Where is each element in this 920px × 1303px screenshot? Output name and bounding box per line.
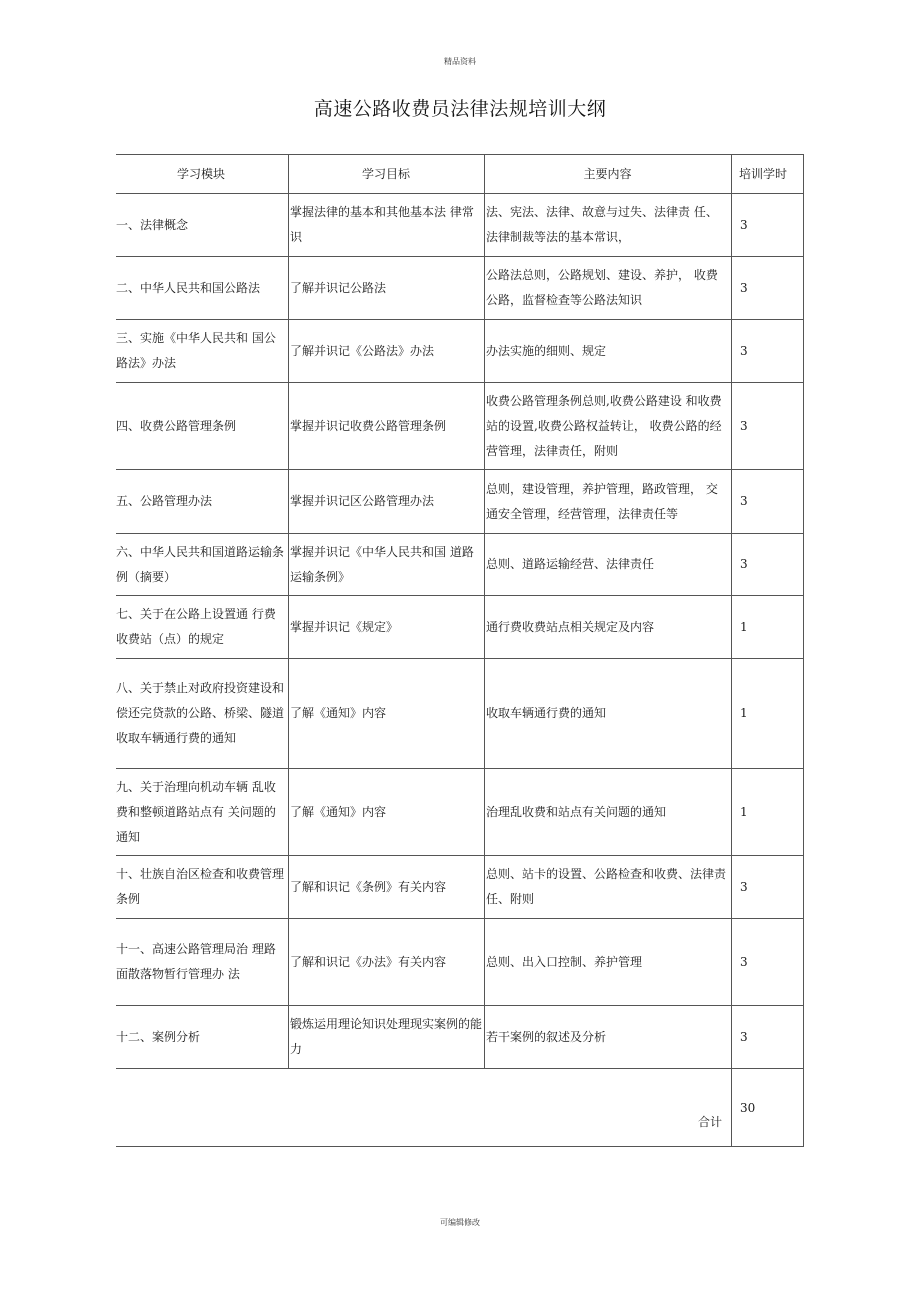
goal-cell: 了解《通知》内容 bbox=[288, 769, 484, 855]
module-cell: 十二、案例分析 bbox=[116, 1029, 201, 1044]
module-cell: 六、中华人民共和国道路运输条例（摘要） bbox=[116, 544, 285, 584]
module-cell: 二、中华人民共和国公路法 bbox=[116, 280, 261, 295]
goal-cell: 了解和识记《条例》有关内容 bbox=[288, 856, 484, 918]
header-note: 精品资料 bbox=[444, 57, 476, 66]
goal-cell: 掌握法律的基本和其他基本法 律常识 bbox=[288, 194, 484, 256]
table-row bbox=[116, 382, 804, 469]
module-cell: 十一、高速公路管理局治 理路面散落物暂行管理办 法 bbox=[116, 942, 276, 981]
module-cell: 八、关于禁止对政府投资建设和偿还完贷款的公路、桥梁、隧道收取车辆通行费的通知 bbox=[116, 681, 285, 745]
table-total-row bbox=[116, 1068, 804, 1147]
content-cell: 总则、出入口控制、养护管理 bbox=[484, 919, 731, 1005]
table-row bbox=[116, 1005, 804, 1068]
table-row bbox=[116, 193, 804, 256]
hours-cell: 1 bbox=[731, 596, 804, 658]
goal-cell: 掌握并识记《规定》 bbox=[288, 596, 484, 658]
module-cell: 一、法律概念 bbox=[116, 217, 189, 232]
content-cell: 公路法总则，公路规划、建设、养护， 收费公路，监督检查等公路法知识 bbox=[484, 257, 731, 319]
content-cell: 治理乱收费和站点有关问题的通知 bbox=[484, 769, 731, 855]
table-row bbox=[116, 469, 804, 533]
content-cell: 通行费收费站点相关规定及内容 bbox=[484, 596, 731, 658]
hours-cell: 3 bbox=[731, 919, 804, 1005]
table-row bbox=[116, 533, 804, 595]
module-cell: 九、关于治理向机动车辆 乱收费和整顿道路站点有 关问题的通知 bbox=[116, 779, 276, 844]
hours-cell: 3 bbox=[731, 257, 804, 319]
header-content: 主要内容 bbox=[484, 155, 731, 193]
goal-cell: 了解《通知》内容 bbox=[288, 659, 484, 768]
hours-cell: 3 bbox=[731, 320, 804, 382]
content-cell: 若干案例的叙述及分析 bbox=[484, 1006, 731, 1068]
hours-cell: 3 bbox=[731, 534, 804, 595]
content-cell: 总则，建设管理，养护管理，路政管理， 交通安全管理，经营管理，法律责任等 bbox=[484, 470, 731, 533]
content-cell: 总则、道路运输经营、法律责任 bbox=[484, 534, 731, 595]
total-value: 30 bbox=[731, 1069, 804, 1146]
hours-cell: 3 bbox=[731, 470, 804, 533]
hours-cell: 1 bbox=[731, 769, 804, 855]
content-cell: 办法实施的细则、规定 bbox=[484, 320, 731, 382]
table-row bbox=[116, 855, 804, 918]
module-cell: 三、实施《中华人民共和 国公路法》办法 bbox=[116, 331, 276, 370]
module-cell: 五、公路管理办法 bbox=[116, 494, 213, 508]
table-row bbox=[116, 319, 804, 382]
goal-cell: 锻炼运用理论知识处理现实案例的能力 bbox=[288, 1006, 484, 1068]
content-cell: 总则、站卡的设置、公路检查和收费、法律责任、附则 bbox=[484, 856, 731, 918]
goal-cell: 了解并识记公路法 bbox=[288, 257, 484, 319]
content-cell: 法、宪法、法律、故意与过失、法律责 任、法律制裁等法的基本常识， bbox=[484, 194, 731, 256]
content-cell: 收费公路管理条例总则,收费公路建设 和收费站的设置,收费公路权益转让， 收费公路的经营管理，法律责任，附则 bbox=[484, 383, 731, 469]
content-cell: 收取车辆通行费的通知 bbox=[484, 659, 731, 768]
goal-cell: 了解和识记《办法》有关内容 bbox=[288, 919, 484, 1005]
page-title: 高速公路收费员法律法规培训大纲 bbox=[313, 98, 607, 120]
hours-cell: 1 bbox=[731, 659, 804, 768]
table-row bbox=[116, 256, 804, 319]
hours-cell: 3 bbox=[731, 194, 804, 256]
module-cell: 四、收费公路管理条例 bbox=[116, 418, 237, 433]
hours-cell: 3 bbox=[731, 856, 804, 918]
goal-cell: 了解并识记《公路法》办法 bbox=[288, 320, 484, 382]
module-cell: 七、关于在公路上设置通 行费收费站（点）的规定 bbox=[116, 607, 276, 646]
goal-cell: 掌握并识记区公路管理办法 bbox=[288, 470, 484, 533]
module-cell: 十、壮族自治区检查和收费管理条例 bbox=[116, 867, 285, 906]
goal-cell: 掌握并识记收费公路管理条例 bbox=[288, 383, 484, 469]
hours-cell: 3 bbox=[731, 383, 804, 469]
header-goal: 学习目标 bbox=[288, 155, 484, 193]
table-row bbox=[116, 658, 804, 768]
total-label: 合计 bbox=[697, 1115, 722, 1129]
table-row bbox=[116, 595, 804, 658]
hours-cell: 3 bbox=[731, 1006, 804, 1068]
table-row bbox=[116, 768, 804, 855]
table-row bbox=[116, 918, 804, 1005]
training-outline-table bbox=[116, 154, 804, 1147]
goal-cell: 掌握并识记《中华人民共和国 道路运输条例》 bbox=[288, 534, 484, 595]
header-hours: 培训学时 bbox=[731, 155, 804, 193]
table-header-row bbox=[116, 154, 804, 193]
header-module: 学习模块 bbox=[176, 166, 225, 181]
footer-note: 可编辑修改 bbox=[440, 1218, 480, 1227]
